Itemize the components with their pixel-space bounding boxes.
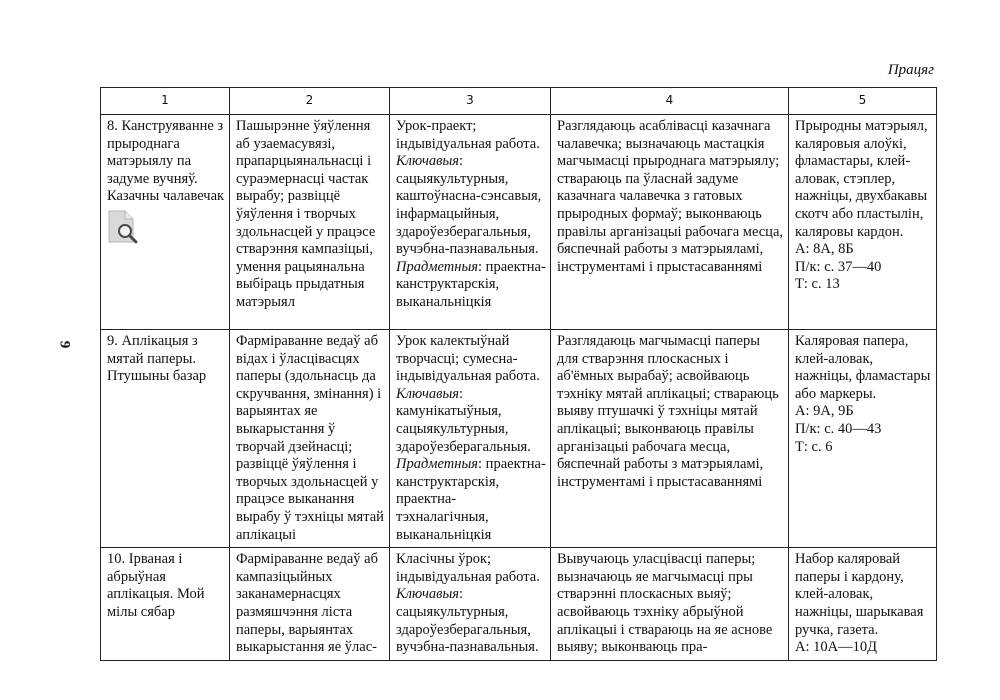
- reference-album: А: 9А, 9Б: [795, 403, 854, 420]
- column-header-row: [101, 88, 937, 115]
- subject-competences-label: Прадметныя: [396, 456, 479, 473]
- topic-text: 10. Ірваная і абрыўная аплікацыя. Мой мілы сябар: [107, 551, 205, 620]
- materials-text: Прыродны матэрыял, каляровыя алоўкі, фламастары, клей-аловак, стэплер, нажніцы, двухбакавы скотч або пластылін, каляровы кардон.: [795, 118, 928, 240]
- materials-cell: [789, 115, 937, 330]
- column-header: 5: [789, 88, 937, 115]
- key-competences-text: : сацыякультурныя, каштоўнасна-сэнсавыя, інфармацыйныя, здароўезберагальныя, вучэбна-пазнавальныя.: [396, 153, 542, 258]
- subject-competences-text: : праектна-канструктарскія, праектна-тэхналагічныя, выканальніцкія: [396, 456, 546, 543]
- materials-cell: [789, 330, 937, 548]
- reference-workbook: П/к: с. 37—40: [795, 258, 882, 275]
- topic-cell: [101, 330, 230, 548]
- table-row: [101, 548, 937, 661]
- activities-cell: [551, 548, 789, 661]
- reference-notebook: Т: с. 6: [795, 438, 833, 455]
- activities-text: Разглядаюць магчымасці паперы для стварэння плоскасных і аб'ёмных вырабаў; асвойваюць тэхніку мятай аплікацыі; ствараюць выяву птушачкі ў тэхніцы мятай аплікацыі; выконваюць правілы арганізацыі рабочага месца, бяспечнай работы з матэрыяламі, інструментамі і прыстасаваннямі: [557, 333, 779, 490]
- reference-album: А: 10А—10Д: [795, 639, 877, 656]
- subject-competences: [396, 259, 546, 312]
- lesson-type-text: Урок-праект; індывідуальная работа.: [396, 118, 540, 152]
- activities-text: Разглядаюць асаблівасці казачнага чалавечка; вызначаюць мастацкія магчымасці прыроднага матэрыялу; ствараюць па ўласнай задуме казачнага чалавечка з гатовых прыродных формаў; выконваюць правілы арганізацыі рабочага месца, бяспечнай работы з матэрыяламі, інструментамі і прыстасаваннямі: [557, 118, 784, 275]
- subject-competences-text: : праектна-канструктарскія, выканальніцкія: [396, 258, 546, 310]
- materials-cell: [789, 548, 937, 661]
- lesson-type-text: Класічны ўрок; індывідуальная работа.: [396, 551, 540, 585]
- column-header: 2: [230, 88, 390, 115]
- materials-text: Каляровая папера, клей-аловак, нажніцы, фламастары або маркеры.: [795, 333, 931, 402]
- topic-cell: [101, 548, 230, 661]
- lesson-type-cell: [390, 548, 551, 661]
- lesson-type-cell: [390, 115, 551, 330]
- key-competences-text: : сацыякультурныя, здароўезберагальныя, вучэбна-пазнавальныя.: [396, 586, 539, 656]
- document-search-icon[interactable]: [107, 210, 139, 244]
- activities-cell: [551, 330, 789, 548]
- subject-competences: [396, 456, 546, 544]
- key-competences: [396, 153, 546, 259]
- goals-text: Фарміраванне ведаў аб відах і ўласцівасцях паперы (здольнасць да скручвання, змінання) і варыянтах яе выкарыстання ў творчай дзейнасці; развіццё ўяўлення і творчых здольнасцей у працэсе выканання вырабу ў тэхніцы мятай аплікацыі: [236, 333, 384, 543]
- goals-text: Фарміраванне ведаў аб кампазіцыйных заканамернасцях размяшчэння ліста паперы, варыянтах выкарыстання яе ўлас-: [236, 551, 378, 656]
- activities-cell: [551, 115, 789, 330]
- lesson-plan-table: [100, 87, 937, 661]
- materials-text: Набор каляровай паперы і кардону, клей-аловак, нажніцы, шарыкавая ручка, газета.: [795, 551, 924, 638]
- page-number: 9: [56, 340, 73, 349]
- activities-text: Вывучаюць уласцівасці паперы; вызначаюць яе магчымасці пры стварэнні плоскасных выяў; асвойваюць тэхніку абрыўной аплікацыі і ствараюць на яе аснове выяву; выконваюць пра-: [557, 551, 773, 656]
- reference-workbook: П/к: с. 40—43: [795, 420, 882, 437]
- reference-album: А: 8А, 8Б: [795, 241, 854, 258]
- key-competences-text: : камунікатыўныя, сацыякультурныя, здароўезберагальныя.: [396, 385, 531, 455]
- table-row: [101, 115, 937, 330]
- column-header: 1: [101, 88, 230, 115]
- key-competences-label: Ключавыя: [396, 385, 460, 402]
- reference-notebook: Т: с. 13: [795, 276, 840, 293]
- key-competences: [396, 586, 546, 656]
- goals-cell: [230, 548, 390, 661]
- lesson-type-cell: [390, 330, 551, 548]
- topic-cell: [101, 115, 230, 330]
- goals-cell: [230, 330, 390, 548]
- topic-text: 9. Аплікацыя з мятай паперы. Птушыны базар: [107, 333, 207, 385]
- column-header: 4: [551, 88, 789, 115]
- key-competences-label: Ключавыя: [396, 586, 460, 603]
- key-competences: [396, 386, 546, 456]
- key-competences-label: Ключавыя: [396, 153, 460, 170]
- goals-cell: [230, 115, 390, 330]
- topic-text: 8. Канструяванне з прыроднага матэрыялу па задуме вучняў. Казачны чалавечак: [107, 118, 225, 205]
- subject-competences-label: Прадметныя: [396, 258, 479, 275]
- column-header: 3: [390, 88, 551, 115]
- goals-text: Пашырэнне ўяўлення аб узаемасувязі, прапарцыянальнасці і сураэмернасці частак вырабу; развіццё ўяўлення і творчых здольнасцей у працэсе стварэння кампазіцыі, умення рацыянальна выбіраць прыдатныя матэрыял: [236, 118, 376, 310]
- lesson-type-text: Урок калектыўнай творчасці; сумесна-індывідуальная работа.: [396, 333, 540, 385]
- continuation-label: Працяг: [887, 62, 934, 78]
- table-row: [101, 330, 937, 548]
